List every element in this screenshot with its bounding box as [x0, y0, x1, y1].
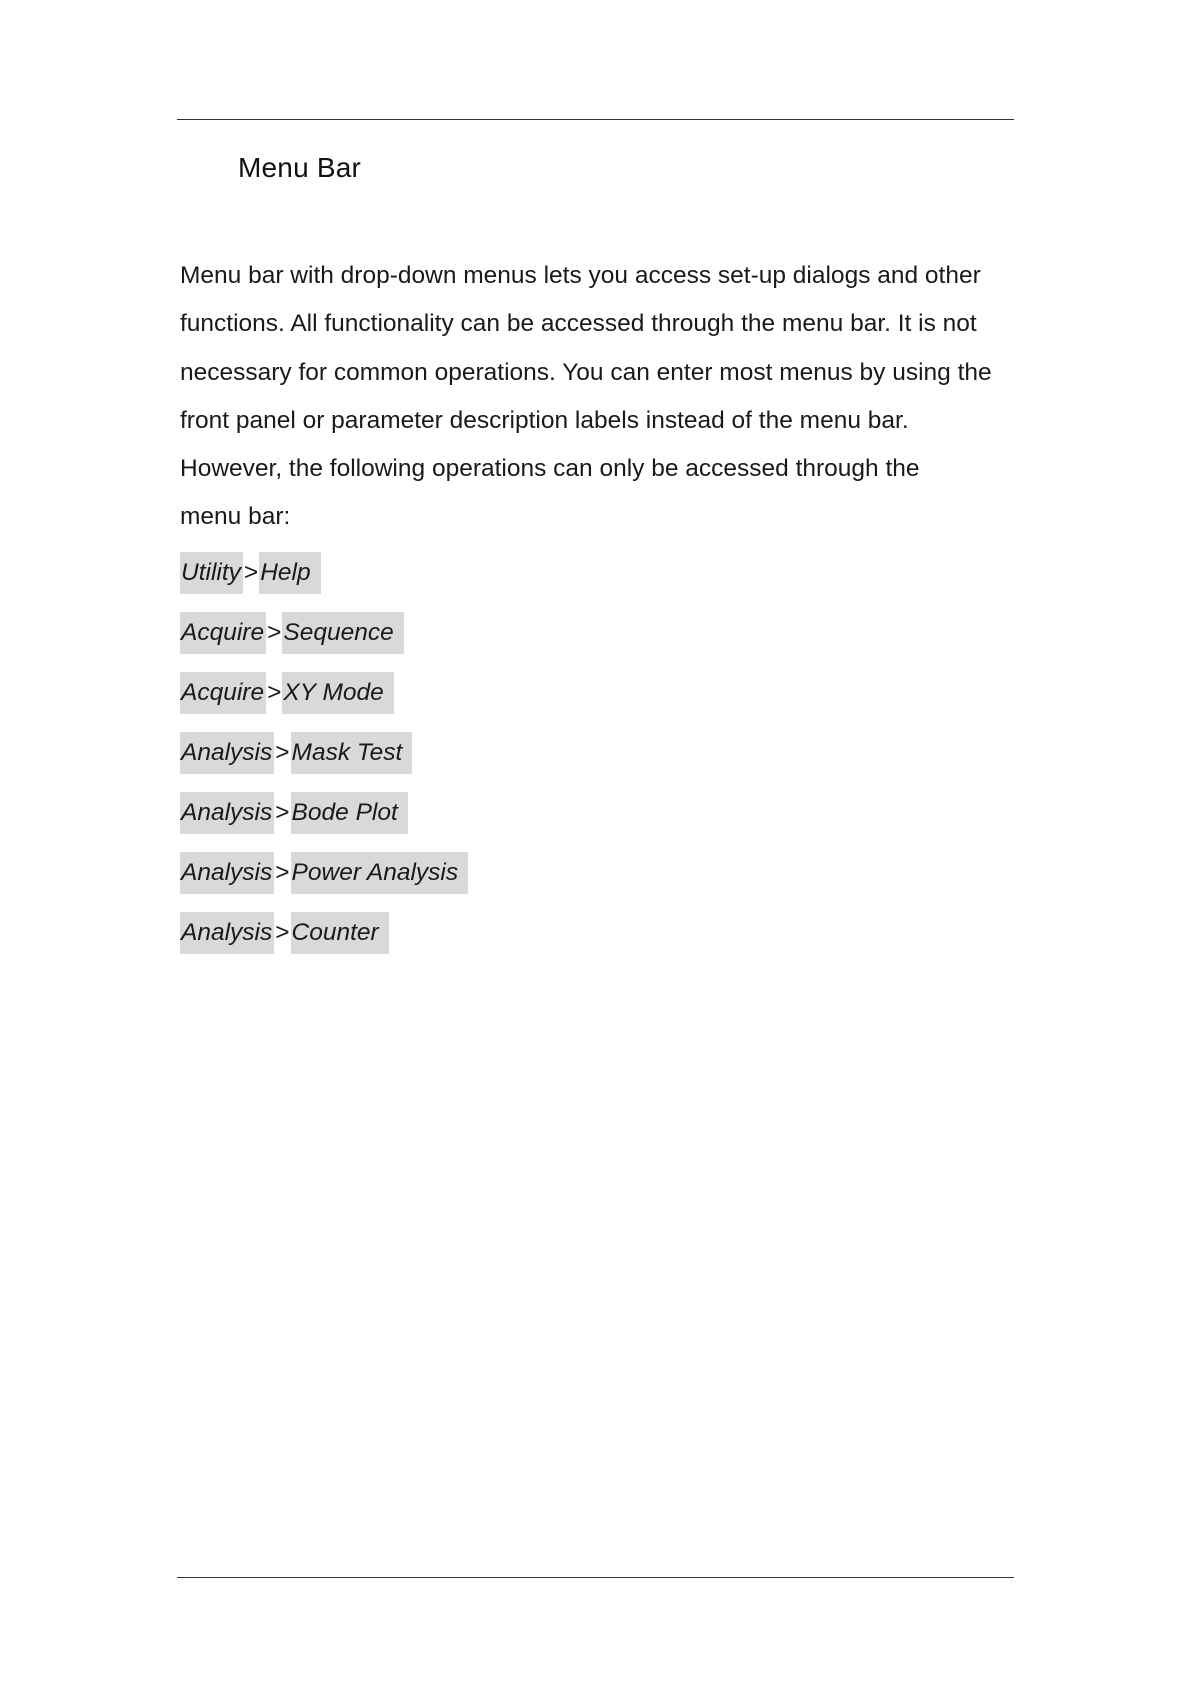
menu-name: Acquire: [180, 672, 266, 714]
path-separator: >: [267, 679, 282, 706]
menu-path-analysis-mask-test: [180, 732, 468, 774]
paragraph-line: front panel or parameter description labels instead of the menu bar.: [180, 406, 909, 434]
menu-name: Analysis: [180, 732, 274, 774]
menu-path-acquire-xy-mode: [180, 672, 468, 714]
paragraph-line: menu bar:: [180, 503, 291, 531]
footer-rule: [177, 1577, 1014, 1578]
path-separator: >: [275, 799, 290, 826]
paragraph-line: functions. All functionality can be accessed through the menu bar. It is not: [180, 310, 977, 338]
paragraph-line: Menu bar with drop-down menus lets you access set-up dialogs and other: [180, 262, 981, 289]
menu-path-analysis-bode-plot: [180, 792, 468, 834]
menu-name: Acquire: [180, 612, 266, 654]
path-separator: >: [275, 739, 290, 766]
menu-item-name: Power Analysis: [291, 852, 469, 894]
menu-name: Analysis: [180, 912, 274, 954]
menu-item-name: Counter: [291, 912, 389, 954]
paragraph-line: However, the following operations can only be accessed through the: [180, 455, 920, 483]
menu-path-analysis-power-analysis: [180, 852, 468, 894]
menu-path-analysis-counter: [180, 912, 468, 954]
menu-item-name: Help: [259, 552, 320, 594]
menu-item-name: Sequence: [282, 612, 403, 654]
menu-path-acquire-sequence: [180, 612, 468, 654]
path-separator: >: [243, 559, 259, 586]
menu-path-list: [180, 552, 468, 972]
menu-name: Analysis: [180, 852, 274, 894]
menu-name: Utility: [180, 552, 243, 594]
path-separator: >: [275, 919, 290, 946]
path-separator: >: [275, 859, 290, 886]
section-title: Menu Bar: [238, 152, 361, 183]
menu-name: Analysis: [180, 792, 274, 834]
menu-item-name: Mask Test: [291, 732, 413, 774]
header-rule: [177, 119, 1014, 120]
path-separator: >: [267, 619, 282, 646]
paragraph-line: necessary for common operations. You can enter most menus by using the: [180, 358, 992, 386]
menu-path-utility-help: [180, 552, 468, 594]
menu-item-name: XY Mode: [282, 672, 393, 714]
menu-item-name: Bode Plot: [291, 792, 408, 834]
intro-paragraph: [180, 252, 1020, 542]
